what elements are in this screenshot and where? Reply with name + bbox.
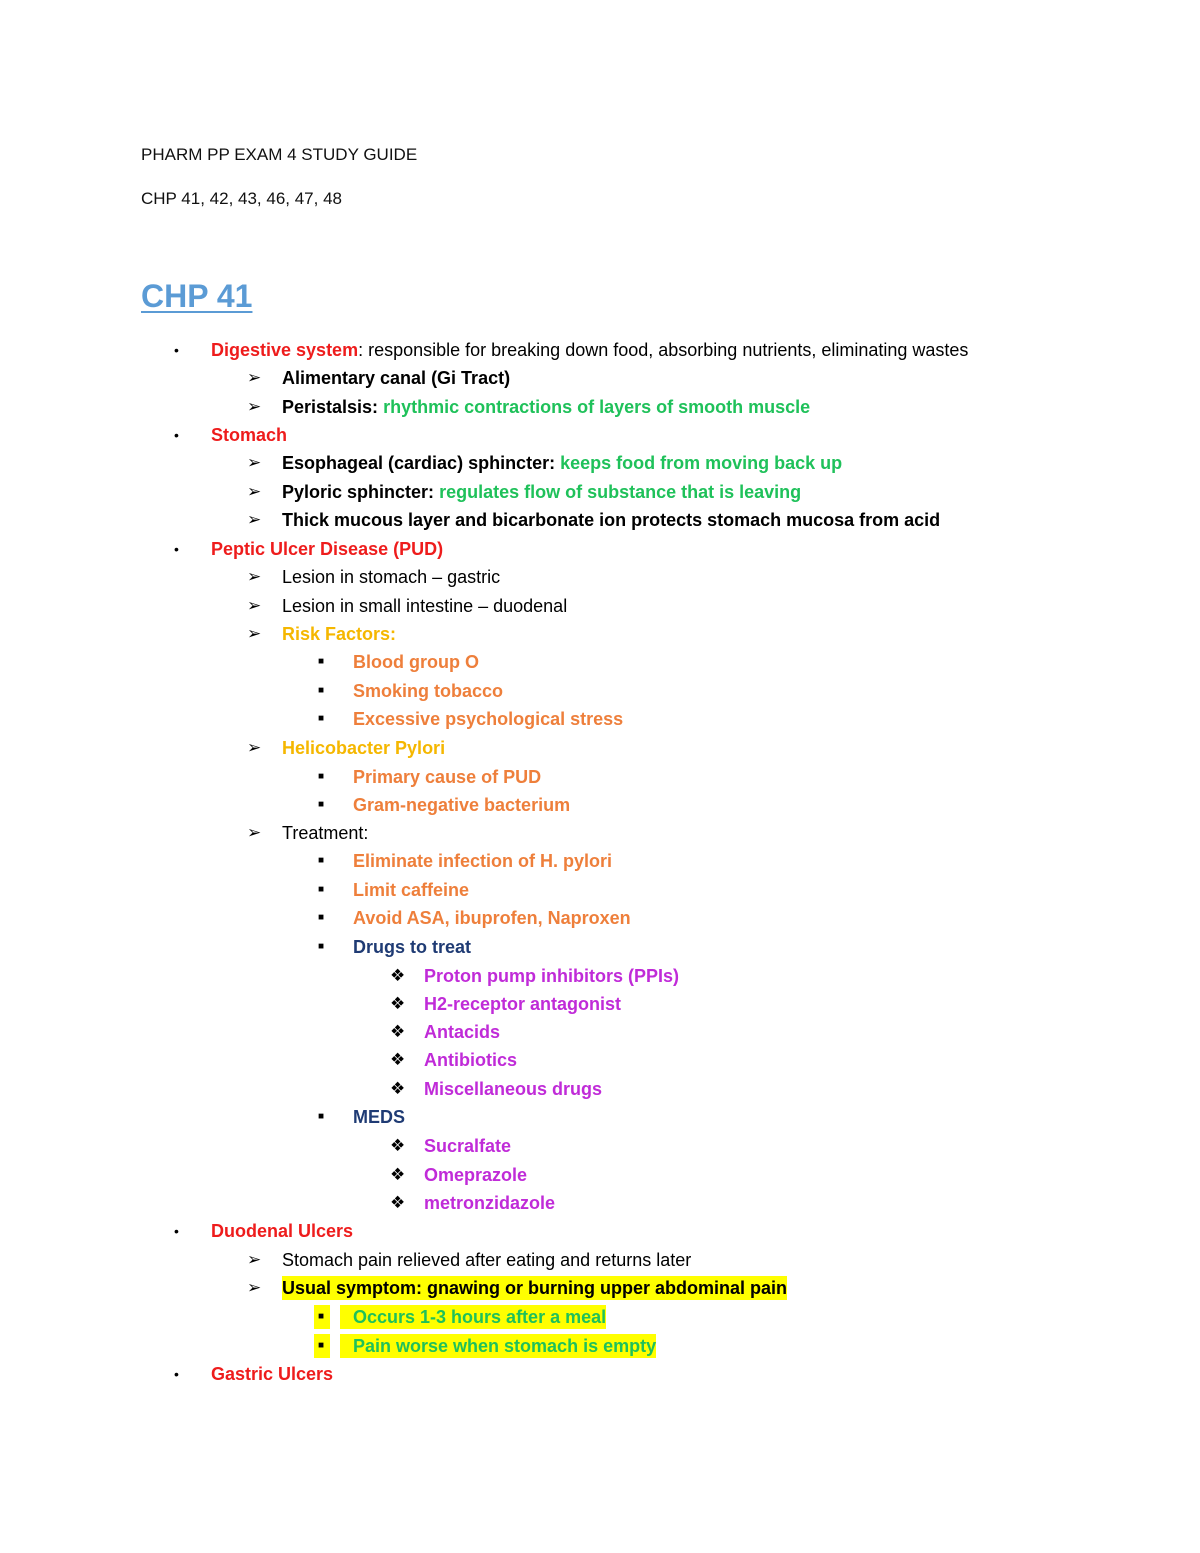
item-text: Antibiotics [424, 1050, 517, 1070]
list-item [0, 821, 1200, 845]
item-text: Blood group O [353, 652, 479, 672]
list-item [0, 878, 1200, 902]
list-item [0, 537, 1200, 561]
square-bullet-icon: ■ [318, 685, 325, 696]
highlighted-text: Usual symptom: gnawing or burning upper abdominal pain [282, 1278, 788, 1298]
arrow-icon: ➢ [247, 453, 262, 472]
list-item [0, 423, 1200, 447]
list-item [0, 765, 1200, 789]
item-text: Lesion in small intestine – duodenal [282, 596, 568, 616]
item-label: Esophageal (cardiac) sphincter: [282, 453, 556, 473]
square-bullet-icon: ■ [318, 855, 325, 866]
item-text: Thick mucous layer and bicarbonate ion protects stomach mucosa from acid [282, 510, 941, 530]
list-item [0, 1362, 1200, 1386]
arrow-icon: ➢ [247, 1250, 262, 1269]
bullet-icon: • [174, 342, 179, 358]
item-text: Lesion in stomach – gastric [282, 567, 501, 587]
item-label: Peptic Ulcer Disease (PUD) [211, 539, 444, 559]
list-item [0, 1276, 1200, 1300]
item-text: Sucralfate [424, 1136, 512, 1156]
list-item [0, 451, 1200, 475]
list-item [0, 1248, 1200, 1272]
square-bullet-icon: ■ [314, 1334, 330, 1358]
list-item [0, 508, 1200, 532]
list-item [0, 1048, 1200, 1072]
item-description: : responsible for breaking down food, absorbing nutrients, eliminating wastes [358, 340, 969, 360]
item-text: Gram-negative bacterium [353, 795, 571, 815]
list-item [0, 1020, 1200, 1044]
item-text: Avoid ASA, ibuprofen, Naproxen [353, 908, 631, 928]
diamond-bullet-icon: ❖ [390, 1050, 406, 1069]
list-item [0, 1077, 1200, 1101]
square-bullet-icon: ■ [318, 1111, 325, 1122]
item-description: rhythmic contractions of layers of smooth muscle [383, 397, 811, 417]
list-item [0, 707, 1200, 731]
square-bullet-icon: ■ [318, 912, 325, 923]
item-text: Smoking tobacco [353, 681, 504, 701]
item-text: Limit caffeine [353, 880, 470, 900]
item-label: Gastric Ulcers [211, 1364, 334, 1384]
square-bullet-icon: ■ [318, 713, 325, 724]
bullet-icon: • [174, 541, 179, 557]
arrow-icon: ➢ [247, 482, 262, 501]
diamond-bullet-icon: ❖ [390, 994, 406, 1013]
arrow-icon: ➢ [247, 397, 262, 416]
arrow-icon: ➢ [247, 510, 262, 529]
diamond-bullet-icon: ❖ [390, 1079, 406, 1098]
list-item [0, 935, 1200, 959]
item-text: Stomach pain relieved after eating and returns later [282, 1250, 692, 1270]
list-item [0, 793, 1200, 817]
square-bullet-icon: ■ [318, 941, 325, 952]
item-label: Helicobacter Pylori [282, 738, 446, 758]
list-item [0, 594, 1200, 618]
highlighted-text: Occurs 1-3 hours after a meal [340, 1305, 606, 1329]
item-label: Stomach [211, 425, 288, 445]
diamond-bullet-icon: ❖ [390, 1193, 406, 1212]
item-label: Digestive system [211, 340, 359, 360]
item-text: Alimentary canal (Gi Tract) [282, 368, 511, 388]
square-bullet-icon: ■ [318, 884, 325, 895]
item-text: H2-receptor antagonist [424, 994, 622, 1014]
arrow-icon: ➢ [247, 823, 262, 842]
item-text: metronzidazole [424, 1193, 556, 1213]
list-item [0, 565, 1200, 589]
list-item [0, 1163, 1200, 1187]
list-item [0, 679, 1200, 703]
list-item [0, 992, 1200, 1016]
document-title: PHARM PP EXAM 4 STUDY GUIDE [141, 145, 418, 164]
item-label: Duodenal Ulcers [211, 1221, 354, 1241]
list-item [0, 366, 1200, 390]
list-item [0, 1305, 1200, 1329]
bullet-icon: • [174, 427, 179, 443]
bullet-icon: • [174, 1223, 179, 1239]
item-text: Omeprazole [424, 1165, 528, 1185]
chapter-list: CHP 41, 42, 43, 46, 47, 48 [141, 189, 342, 208]
bullet-icon: • [174, 1366, 179, 1382]
item-text: Primary cause of PUD [353, 767, 542, 787]
list-item [0, 650, 1200, 674]
list-item [0, 1134, 1200, 1158]
list-item [0, 1219, 1200, 1243]
list-item [0, 736, 1200, 760]
diamond-bullet-icon: ❖ [390, 1165, 406, 1184]
diamond-bullet-icon: ❖ [390, 966, 406, 985]
arrow-icon: ➢ [247, 596, 262, 615]
square-bullet-icon: ■ [318, 799, 325, 810]
list-item [0, 395, 1200, 419]
item-label: Pyloric sphincter: [282, 482, 435, 502]
diamond-bullet-icon: ❖ [390, 1136, 406, 1155]
arrow-icon: ➢ [247, 1278, 262, 1297]
list-item [0, 906, 1200, 930]
square-bullet-icon: ■ [318, 771, 325, 782]
list-item [0, 849, 1200, 873]
item-text: Miscellaneous drugs [424, 1079, 603, 1099]
list-item [0, 1334, 1200, 1358]
item-text: Excessive psychological stress [353, 709, 624, 729]
highlighted-text: Pain worse when stomach is empty [340, 1334, 656, 1358]
item-text: Treatment: [282, 823, 369, 843]
square-bullet-icon: ■ [318, 656, 325, 667]
item-label: Risk Factors: [282, 624, 397, 644]
list-item [0, 338, 1200, 362]
list-item [0, 1191, 1200, 1215]
list-item [0, 480, 1200, 504]
list-item [0, 1105, 1200, 1129]
square-bullet-icon: ■ [314, 1305, 330, 1329]
item-text: Antacids [424, 1022, 501, 1042]
item-text: Proton pump inhibitors (PPIs) [424, 966, 679, 986]
section-heading: CHP 41 [141, 278, 253, 314]
arrow-icon: ➢ [247, 738, 262, 757]
item-label: Peristalsis: [282, 397, 379, 417]
diamond-bullet-icon: ❖ [390, 1022, 406, 1041]
arrow-icon: ➢ [247, 624, 262, 643]
item-label: Drugs to treat [353, 937, 472, 957]
item-label: MEDS [353, 1107, 406, 1127]
list-item [0, 964, 1200, 988]
item-description: regulates flow of substance that is leaving [439, 482, 802, 502]
arrow-icon: ➢ [247, 368, 262, 387]
item-description: keeps food from moving back up [560, 453, 843, 473]
arrow-icon: ➢ [247, 567, 262, 586]
list-item [0, 622, 1200, 646]
item-text: Eliminate infection of H. pylori [353, 851, 613, 871]
